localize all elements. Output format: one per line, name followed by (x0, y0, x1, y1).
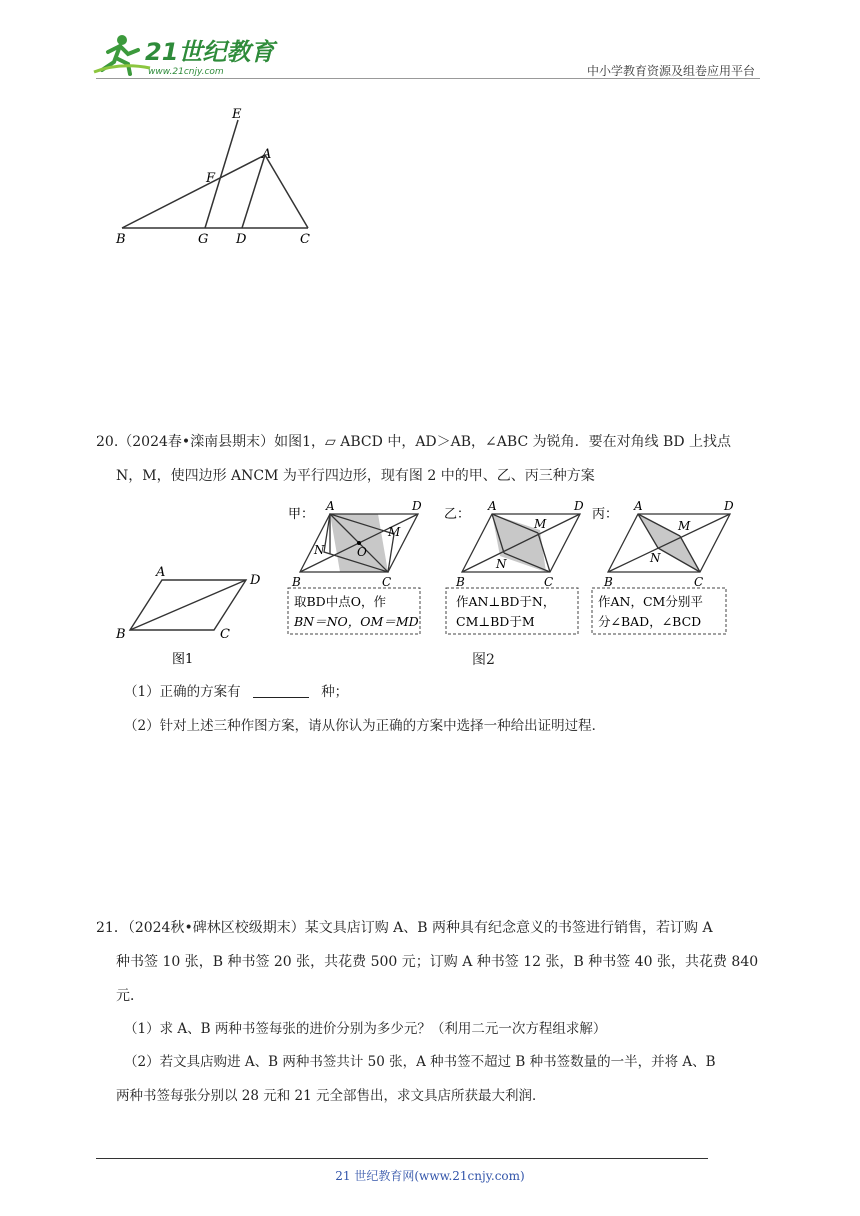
fig2-caption: 图2 (472, 652, 495, 668)
fig1-label-B: B (116, 627, 126, 642)
figure-2-bing (590, 496, 740, 638)
q20-part1 (124, 682, 348, 702)
yi-label-D: D (574, 499, 584, 513)
triangle-figure (110, 100, 330, 250)
header-divider (96, 78, 760, 79)
figure-2-yi (442, 496, 592, 638)
bing-label: 丙： (592, 507, 619, 522)
footer-divider (96, 1158, 708, 1159)
answer-blank[interactable] (253, 697, 309, 698)
yi-label: 乙： (444, 507, 471, 522)
figure-1 (110, 562, 270, 672)
label-B: B (116, 232, 126, 247)
fig1-caption: 图1 (172, 652, 194, 667)
yi-label-B: B (456, 575, 465, 589)
label-F: F (206, 171, 216, 186)
q20-part1-text: （1）正确的方案有 (124, 684, 241, 700)
jia-label-B: B (292, 575, 301, 589)
jia-label-C: C (382, 575, 392, 589)
yi-label-A: A (488, 499, 497, 513)
q21-part1: （1）求 A、B 两种书签每张的进价分别为多少元？（利用二元一次方程组求解） (124, 1021, 607, 1037)
logo-text: 21世纪教育 (145, 38, 275, 66)
jia-method-line2: BN＝NO，OM＝MD (294, 614, 419, 629)
label-E: E (232, 107, 242, 122)
fig1-label-C: C (220, 627, 230, 642)
label-C: C (300, 232, 310, 247)
platform-title: 中小学教育资源及组卷应用平台 (586, 64, 755, 78)
fig1-label-A: A (156, 565, 166, 580)
q20-part1-unit: 种； (321, 684, 349, 700)
fig1-label-D: D (250, 573, 261, 588)
jia-label-D: D (412, 499, 422, 513)
yi-method-line2: CM⊥BD于M (456, 614, 535, 629)
footer-link[interactable]: 21 世纪教育网(www.21cnjy.com) (335, 1169, 525, 1183)
yi-method-line1: 作AN⊥BD于N， (456, 594, 556, 609)
label-A: A (262, 147, 272, 162)
q21-line3: 元． (116, 988, 144, 1004)
bing-method-line2: 分∠BAD，∠BCD (598, 614, 702, 629)
q21-line1: 21．（2024秋•碑林区校级期末）某文具店订购 A、B 两种具有纪念意义的书签进行销售，若订购 A (96, 920, 713, 936)
bing-label-B: B (604, 575, 613, 589)
bing-label-N: N (650, 551, 661, 565)
jia-label-N: N (314, 543, 325, 557)
logo-url: www.21cnjy.com (148, 67, 224, 77)
q21-line2: 种书签 10 张，B 种书签 20 张，共花费 500 元；订购 A 种书签 12 张，B 种书签 40 张，共花费 840 (116, 954, 759, 970)
q20-line2: N，M，使四边形 ANCM 为平行四边形，现有图 2 中的甲、乙、丙三种方案 (116, 468, 595, 484)
page-header (0, 0, 860, 80)
jia-method-line1: 取BD中点O，作 (294, 594, 386, 609)
q20-line1: 20.（2024春•滦南县期末）如图1，▱ ABCD 中，AD＞AB，∠ABC 为锐角．要在对角线 BD 上找点 (96, 434, 732, 450)
yi-label-M: M (534, 517, 547, 531)
label-D: D (236, 232, 247, 247)
bing-label-A: A (634, 499, 643, 513)
q21-part2-line2: 两种书签每张分别以 28 元和 21 元全部售出，求文具店所获最大利润． (116, 1088, 546, 1104)
jia-label-M: M (388, 525, 401, 539)
logo (90, 32, 275, 80)
bing-label-C: C (694, 575, 704, 589)
jia-label-O: O (357, 545, 367, 559)
yi-label-N: N (496, 557, 507, 571)
bing-label-M: M (678, 519, 691, 533)
q20-part2: （2）针对上述三种作图方案，请从你认为正确的方案中选择一种给出证明过程． (124, 718, 606, 734)
yi-label-C: C (544, 575, 554, 589)
figure-2-jia (284, 496, 434, 638)
label-G: G (198, 232, 209, 247)
q21-part2-line1: （2）若文具店购进 A、B 两种书签共计 50 张，A 种书签不超过 B 种书签数量的一半，并将 A、B (124, 1054, 716, 1070)
bing-label-D: D (724, 499, 734, 513)
jia-label-A: A (326, 499, 335, 513)
bing-method-line1: 作AN，CM分别平 (598, 594, 703, 609)
jia-label: 甲： (288, 507, 315, 522)
runner-icon (94, 35, 150, 74)
